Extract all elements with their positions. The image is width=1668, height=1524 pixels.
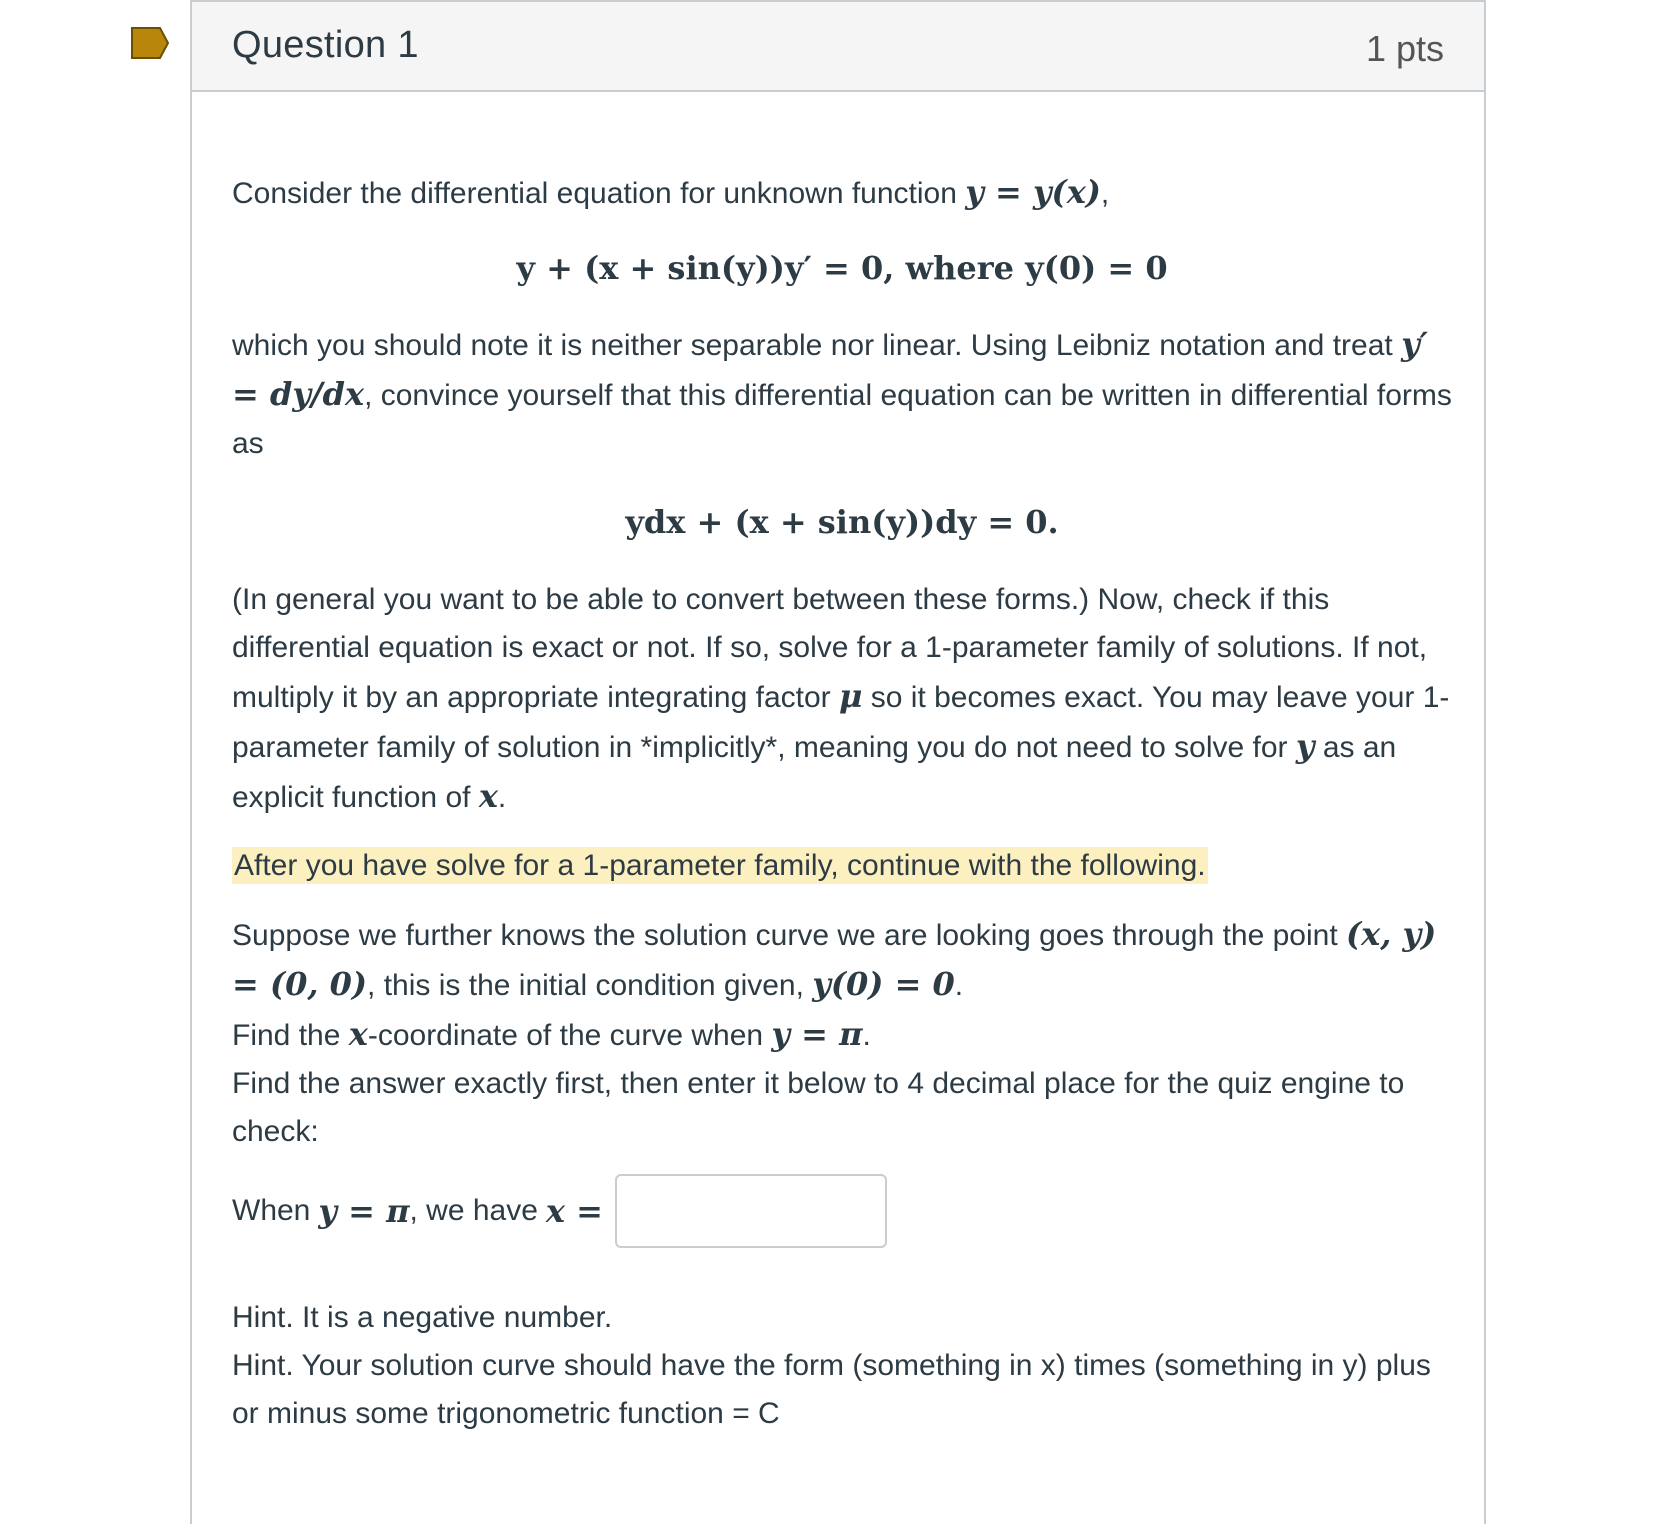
paragraph-3-text-a: (In general you want to be able to convert between these forms.) Now, check if this differential equation is exact or not. If so, solve for a 1-parameter family of solutions. If not, multiply it by an appropriate integrating factor	[232, 583, 1428, 714]
x-symbol-2: x	[348, 1015, 368, 1053]
y-symbol: y	[1295, 727, 1315, 765]
hint-2: Hint. Your solution curve should have the form (something in x) times (something in y) plus or minus some trigonometric function = C	[232, 1349, 1431, 1430]
flag-icon[interactable]	[130, 26, 170, 60]
paragraph-5-text-b: -coordinate of the curve when	[367, 1019, 764, 1052]
paragraph-3-end: .	[497, 781, 507, 814]
answer-row	[232, 1174, 1452, 1248]
initial-condition-math: y(0) = 0	[812, 965, 955, 1003]
paragraph-3	[232, 576, 1452, 822]
highlight-text: After you have solve for a 1-parameter family, continue with the following.	[234, 849, 1206, 882]
question-card	[190, 0, 1486, 1524]
answer-label-a: When	[232, 1194, 311, 1227]
y-equals-pi: y = π	[771, 1015, 863, 1053]
intro-end: ,	[1100, 177, 1110, 210]
question-body	[232, 92, 1452, 1438]
answer-x: x =	[545, 1192, 603, 1230]
answer-condition: y = π	[318, 1192, 410, 1230]
paragraph-2-text-a: which you should note it is neither separable nor linear. Using Leibniz notation and treat	[232, 329, 1393, 362]
hint-1: Hint. It is a negative number.	[232, 1301, 613, 1334]
paragraph-6: Find the answer exactly first, then enter it below to 4 decimal place for the quiz engine to check:	[232, 1067, 1405, 1148]
paragraph-5-text-a: Find the	[232, 1019, 341, 1052]
paragraph-4	[232, 910, 1452, 1010]
paragraph-4-end: .	[954, 969, 964, 1002]
paragraph-5	[232, 1010, 1452, 1060]
question-header	[192, 2, 1484, 92]
paragraph-2	[232, 320, 1452, 468]
question-title: Question 1	[232, 24, 419, 66]
highlight-paragraph	[232, 842, 1452, 890]
equation-2: ydx + (x + sin(y))dy = 0.	[625, 503, 1059, 541]
paragraph-5-end: .	[862, 1019, 871, 1052]
intro-paragraph	[232, 168, 1452, 218]
paragraph-2-text-b: , convince yourself that this differential equation can be written in differential forms as	[232, 379, 1452, 460]
x-symbol: x	[478, 777, 498, 815]
paragraph-4-text-b: , this is the initial condition given,	[367, 969, 804, 1002]
intro-math: y = y(x)	[965, 173, 1101, 211]
equation-1: y + (x + sin(y))y′ = 0, where y(0) = 0	[516, 249, 1168, 287]
mu-symbol: μ	[839, 677, 863, 715]
paragraph-3-text-c: as an explicit function of	[232, 731, 1397, 814]
leibniz-math: y′ = dy/dx	[232, 325, 1429, 413]
answer-input[interactable]	[615, 1174, 887, 1248]
paragraph-4-text-a: Suppose we further knows the solution curve we are looking goes through the point	[232, 919, 1338, 952]
intro-text: Consider the differential equation for unknown function	[232, 177, 957, 210]
answer-label-b: , we have	[409, 1194, 538, 1227]
paragraph-3-text-b: so it becomes exact. You may leave your 1-parameter family of solution in *implicitly*, meaning you do not need to solve for	[232, 681, 1450, 764]
question-points: 1 pts	[1365, 28, 1444, 69]
point-math: (x, y) = (0, 0)	[232, 915, 1437, 1003]
